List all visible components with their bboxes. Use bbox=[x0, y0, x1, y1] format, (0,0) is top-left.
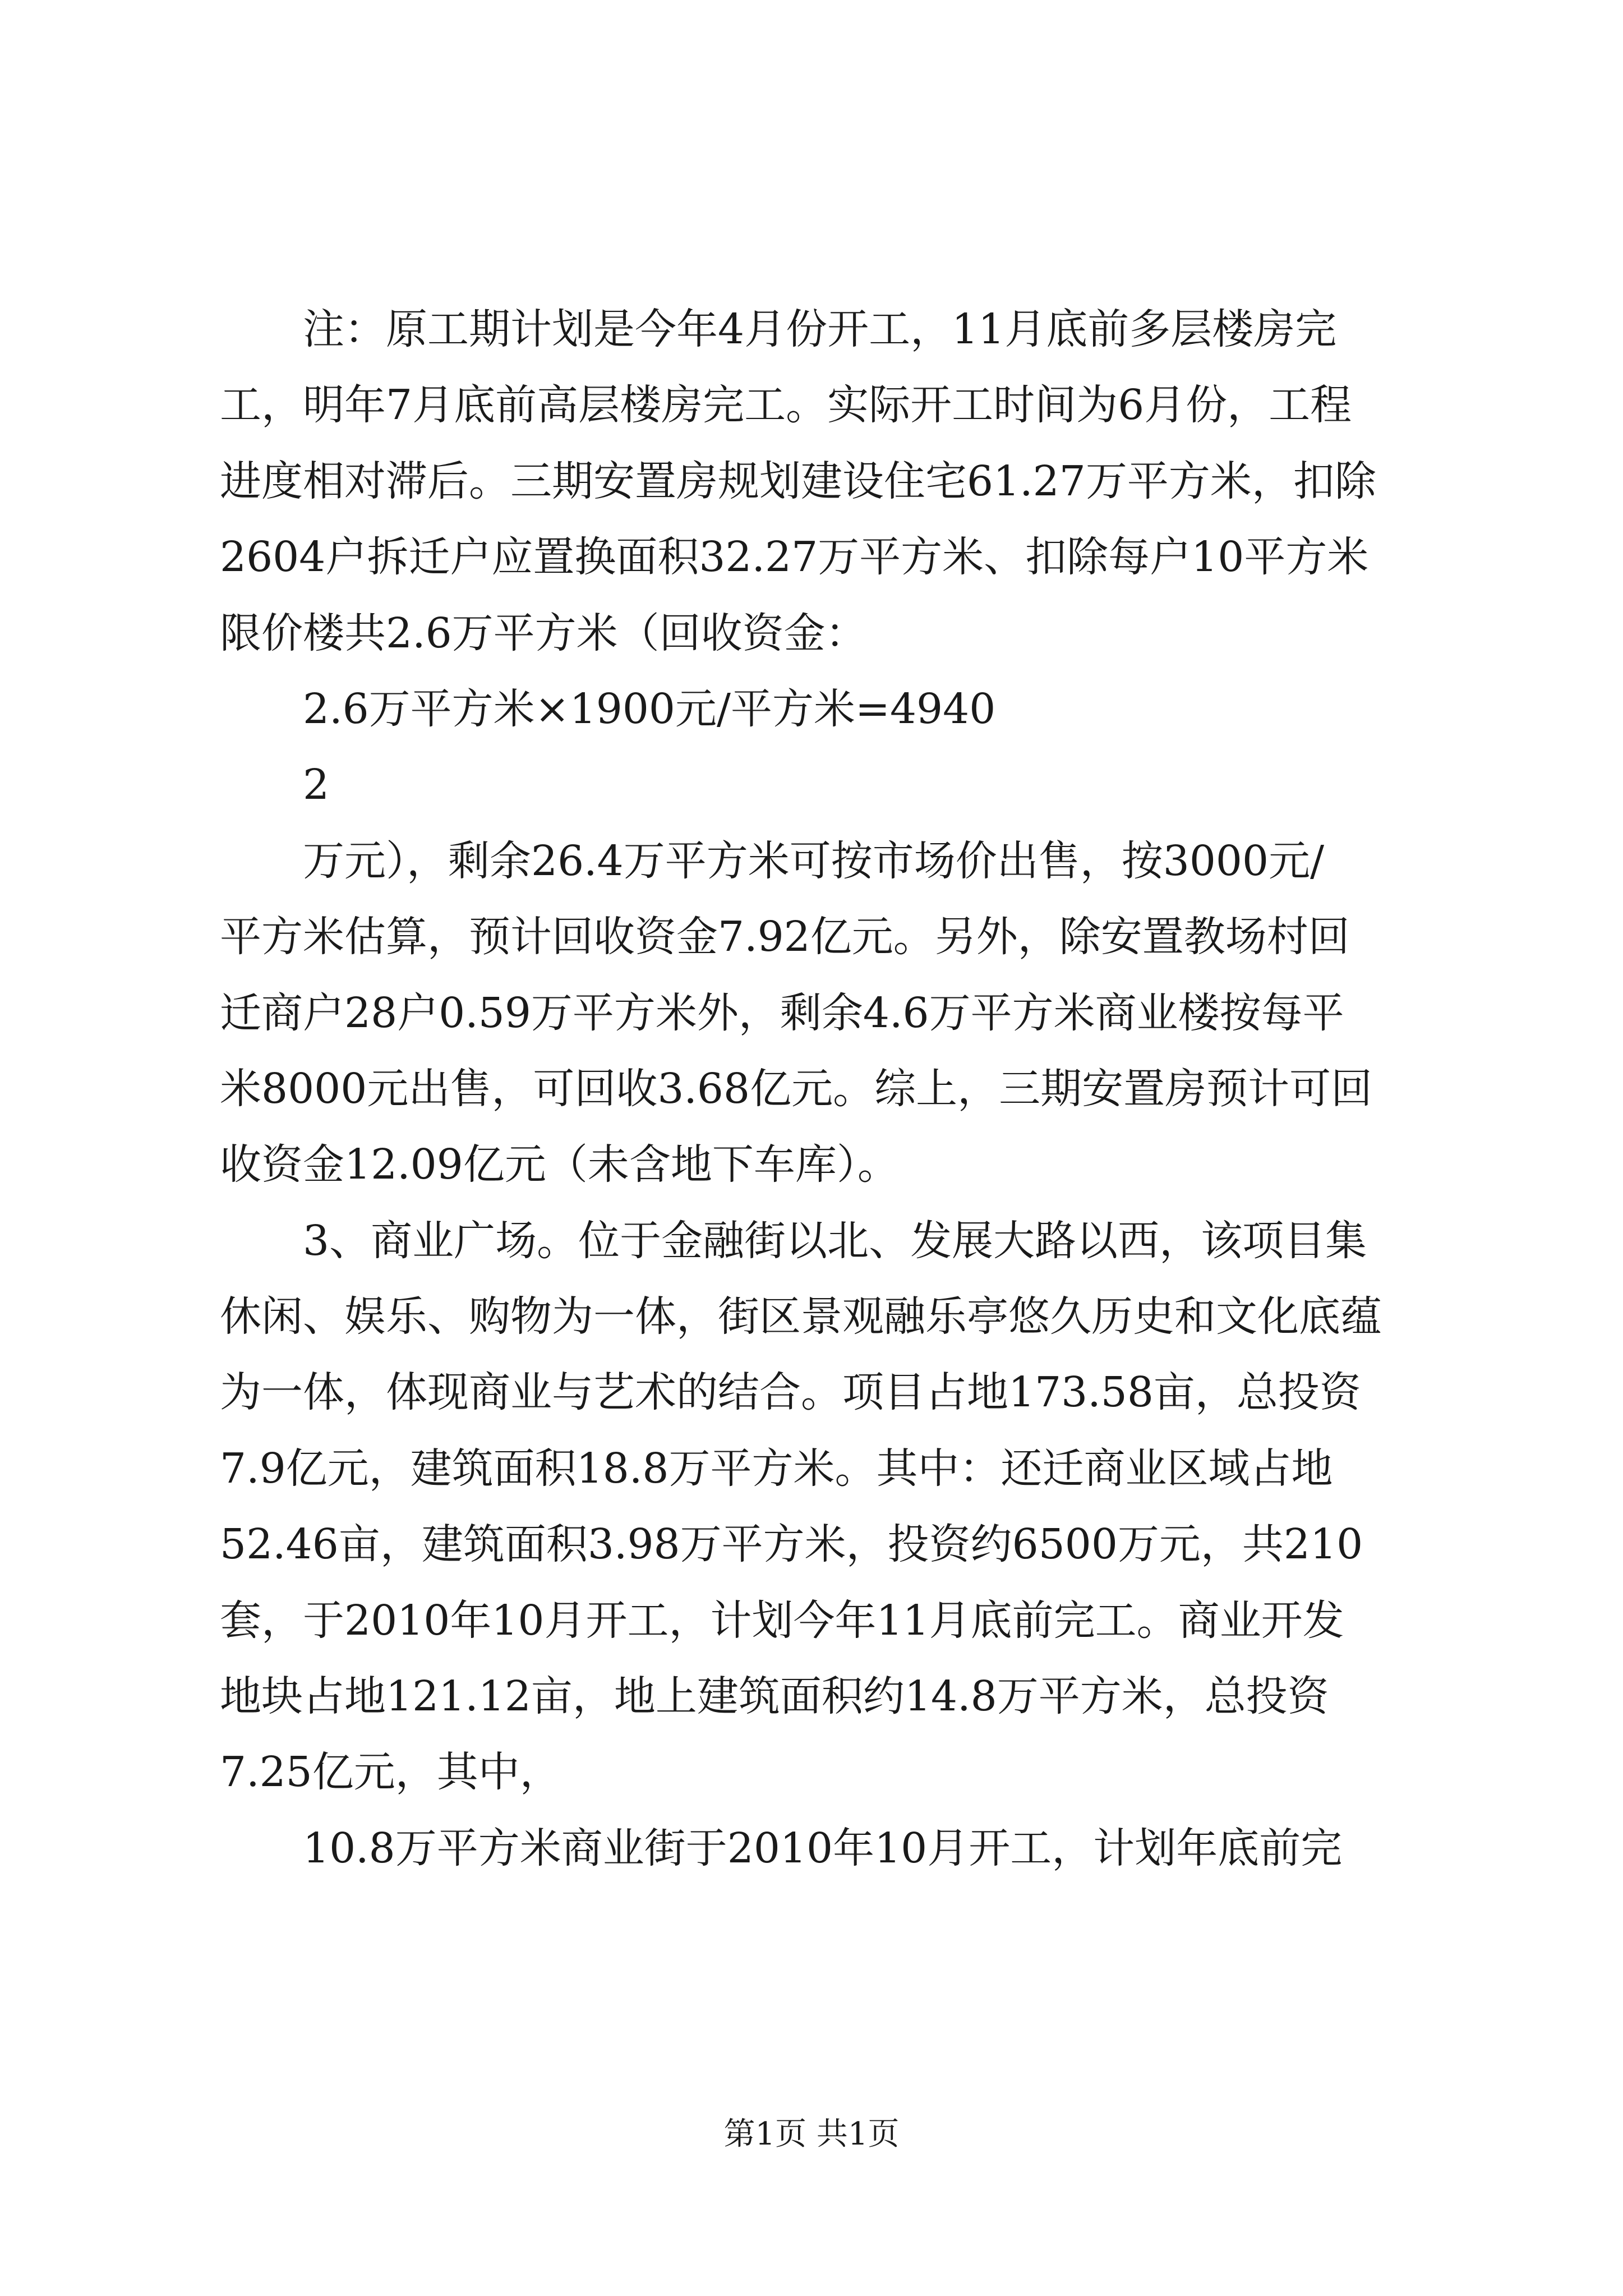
paragraph-line: 收资金12.09亿元（未含地下车库）。 bbox=[220, 1140, 899, 1189]
paragraph-line: 休闲、娱乐、购物为一体，街区景观融乐亭悠久历史和文化底蕴 bbox=[220, 1292, 1382, 1341]
paragraph-line: 套，于2010年10月开工，计划今年11月底前完工。商业开发 bbox=[220, 1596, 1344, 1645]
paragraph-line: 万元），剩余26.4万平方米可按市场价出售，按3000元/ bbox=[303, 836, 1325, 885]
paragraph-line: 7.9亿元，建筑面积18.8万平方米。其中：还迁商业区域占地 bbox=[220, 1444, 1333, 1493]
paragraph-line: 3、商业广场。位于金融街以北、发展大路以西，该项目集 bbox=[303, 1216, 1367, 1265]
paragraph-line: 为一体，体现商业与艺术的结合。项目占地173.58亩，总投资 bbox=[220, 1368, 1361, 1417]
document-body bbox=[220, 292, 1422, 1887]
page-footer: 第1页 共1页 bbox=[723, 2116, 900, 2152]
paragraph-line: 2.6万平方米×1900元/平方米=4940 bbox=[303, 684, 996, 733]
paragraph-line: 7.25亿元，其中， bbox=[220, 1748, 561, 1797]
paragraph-line: 10.8万平方米商业街于2010年10月开工，计划年底前完 bbox=[303, 1824, 1343, 1872]
paragraph-line: 米8000元出售，可回收3.68亿元。综上，三期安置房预计可回 bbox=[220, 1064, 1373, 1113]
paragraph-line: 注：原工期计划是今年4月份开工，11月底前多层楼房完 bbox=[303, 305, 1337, 353]
paragraph-line: 52.46亩，建筑面积3.98万平方米，投资约6500万元，共210 bbox=[220, 1520, 1363, 1569]
paragraph-line: 进度相对滞后。三期安置房规划建设住宅61.27万平方米，扣除 bbox=[220, 457, 1376, 505]
paragraph-line: 2604户拆迁户应置换面积32.27万平方米、扣除每户10平方米 bbox=[220, 533, 1369, 582]
paragraph-line: 2 bbox=[303, 761, 330, 809]
paragraph-line: 地块占地121.12亩，地上建筑面积约14.8万平方米，总投资 bbox=[220, 1672, 1329, 1721]
paragraph-line: 限价楼共2.6万平方米（回收资金： bbox=[220, 609, 867, 657]
paragraph-line: 迁商户28户0.59万平方米外，剩余4.6万平方米商业楼按每平 bbox=[220, 988, 1344, 1037]
paragraph-line: 工，明年7月底前高层楼房完工。实际开工时间为6月份，工程 bbox=[220, 381, 1352, 430]
paragraph-line: 平方米估算，预计回收资金7.92亿元。另外，除安置教场村回 bbox=[220, 913, 1350, 961]
